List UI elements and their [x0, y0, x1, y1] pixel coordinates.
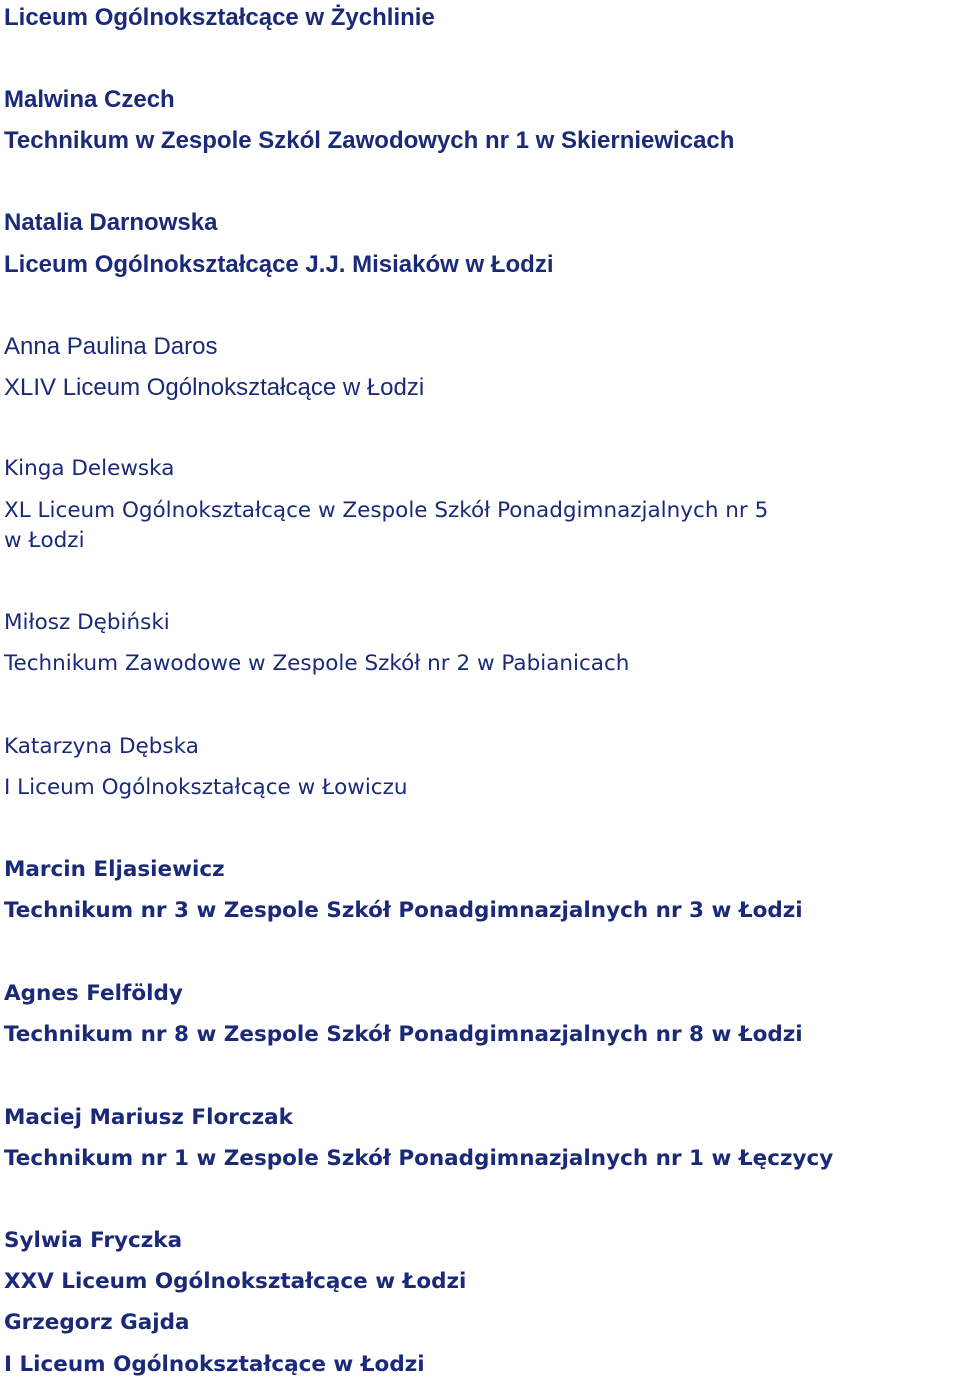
student-name: Maciej Mariusz Florczak	[4, 1105, 293, 1130]
school-line: Liceum Ogólnokształcące w Żychlinie	[4, 4, 435, 31]
school-line: XLIV Liceum Ogólnokształcące w Łodzi	[4, 374, 425, 401]
student-name: Natalia Darnowska	[4, 209, 218, 236]
student-name: Anna Paulina Daros	[4, 333, 218, 360]
student-name: Katarzyna Dębska	[4, 734, 199, 759]
school-line: Technikum w Zespole Szkól Zawodowych nr 1 w Skierniewicach	[4, 127, 735, 154]
student-name: Kinga Delewska	[4, 456, 175, 481]
student-name: Grzegorz Gajda	[4, 1310, 190, 1335]
school-line: Technikum nr 8 w Zespole Szkół Ponadgimnazjalnych nr 8 w Łodzi	[4, 1022, 803, 1047]
school-line-continued: w Łodzi	[4, 528, 85, 553]
school-line: I Liceum Ogólnokształcące w Łodzi	[4, 1352, 425, 1377]
student-name: Sylwia Fryczka	[4, 1228, 183, 1253]
student-name: Agnes Felföldy	[4, 981, 183, 1006]
school-line: XL Liceum Ogólnokształcące w Zespole Szkół Ponadgimnazjalnych nr 5	[4, 498, 769, 523]
school-line: Technikum Zawodowe w Zespole Szkół nr 2 w Pabianicach	[4, 651, 630, 676]
school-line: Technikum nr 1 w Zespole Szkół Ponadgimnazjalnych nr 1 w Łęczycy	[4, 1146, 834, 1171]
school-line: I Liceum Ogólnokształcące w Łowiczu	[4, 775, 408, 800]
school-line: Technikum nr 3 w Zespole Szkół Ponadgimnazjalnych nr 3 w Łodzi	[4, 898, 803, 923]
student-name: Marcin Eljasiewicz	[4, 857, 225, 882]
student-name: Malwina Czech	[4, 86, 175, 113]
school-line: XXV Liceum Ogólnokształcące w Łodzi	[4, 1269, 467, 1294]
student-name: Miłosz Dębiński	[4, 610, 170, 635]
school-line: Liceum Ogólnokształcące J.J. Misiaków w Łodzi	[4, 251, 554, 278]
